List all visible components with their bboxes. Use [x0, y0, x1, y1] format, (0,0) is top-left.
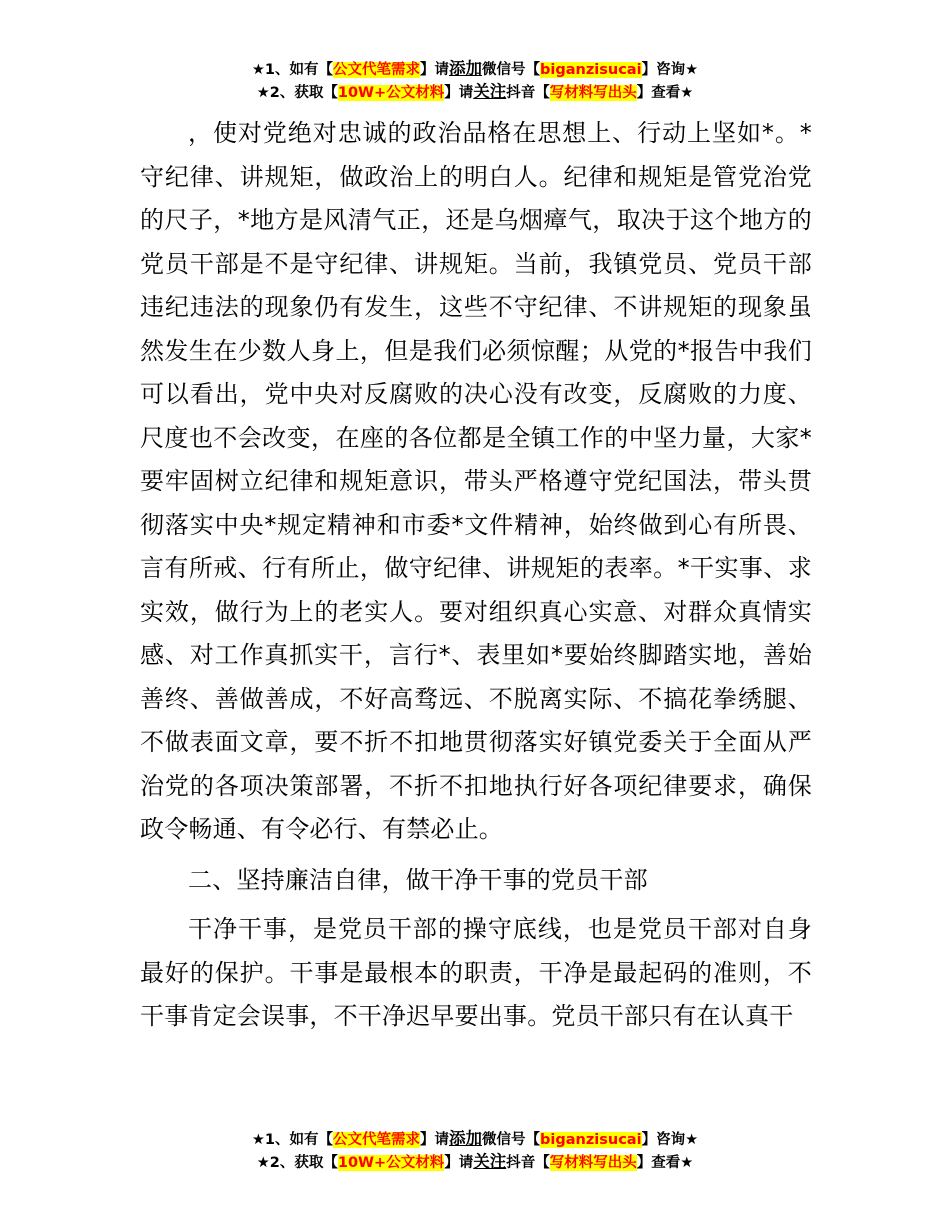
header-line1-text: 】咨询★ — [641, 62, 699, 78]
footer-line1-text: 微信号【 — [482, 1132, 541, 1148]
document-body — [140, 112, 812, 1039]
header-line-2 — [0, 81, 950, 104]
footer-line-1 — [0, 1128, 950, 1151]
header-highlight-materials: 10W+公文材料 — [337, 85, 445, 101]
header-line2-text: 】查看★ — [636, 85, 694, 101]
header-line1-text: ★1、如有【 — [251, 62, 334, 78]
header-line2-text: ★2、获取【 — [256, 85, 338, 101]
header-line1-text: 】请 — [420, 62, 450, 78]
footer-line1-text: 】请 — [420, 1132, 450, 1148]
footer-highlight-materials: 10W+公文材料 — [337, 1155, 445, 1171]
header-highlight-ghostwriting: 公文代笔需求 — [333, 62, 421, 78]
footer-banner — [0, 1128, 950, 1174]
footer-line2-text: 】请 — [444, 1155, 474, 1171]
footer-line1-text: ★1、如有【 — [251, 1132, 334, 1148]
header-banner — [0, 58, 950, 104]
footer-line2-text: 抖音【 — [506, 1155, 550, 1171]
footer-underline-add: 添加 — [449, 1129, 483, 1148]
header-line2-text: 抖音【 — [506, 85, 550, 101]
header-highlight-wechat-id: biganzisucai — [540, 62, 642, 78]
header-line1-text: 微信号【 — [482, 62, 541, 78]
header-line-1 — [0, 58, 950, 81]
footer-highlight-douyin: 写材料写出头 — [549, 1155, 637, 1171]
paragraph-discipline: ，使对党绝对忠诚的政治品格在思想上、行动上坚如*。*守纪律、讲规矩，做政治上的明白人。纪律和规矩是管党治党的尺子，*地方是风清气正，还是乌烟瘴气，取决于这个地方的党员干部是不是守纪律、讲规矩。当前，我镇党员、党员干部违纪违法的现象仍有发生，这些不守纪律、不讲规矩的现象虽然发生在少数人身上，但是我们必须惊醒；从党的*报告中我们可以看出，党中央对反腐败的决心没有改变，反腐败的力度、尺度也不会改变，在座的各位都是全镇工作的中坚力量，大家*要牢固树立纪律和规矩意识，带头严格遵守党纪国法，带头贯彻落实中央*规定精神和市委*文件精神，始终做到心有所畏、言有所戒、行有所止，做守纪律、讲规矩的表率。*干实事、求实效，做行为上的老实人。要对组织真心实意、对群众真情实感、对工作真抓实干，言行*、表里如*要始终脚踏实地，善始善终、善做善成，不好高骛远、不脱离实际、不搞花拳绣腿、不做表面文章，要不折不扣地贯彻落实好镇党委关于全面从严治党的各项决策部署，不折不扣地执行好各项纪律要求，确保政令畅通、有令必行、有禁必止。 — [140, 119, 812, 843]
footer-highlight-wechat-id: biganzisucai — [540, 1132, 642, 1148]
footer-line1-text: 】咨询★ — [641, 1132, 699, 1148]
footer-underline-follow: 关注 — [473, 1152, 507, 1171]
section-heading: 二、坚持廉洁自律，做干净干事的党员干部 — [188, 865, 648, 894]
header-highlight-douyin: 写材料写出头 — [549, 85, 637, 101]
footer-highlight-ghostwriting: 公文代笔需求 — [333, 1132, 421, 1148]
footer-line-2 — [0, 1151, 950, 1174]
header-line2-text: 】请 — [444, 85, 474, 101]
footer-line2-text: ★2、获取【 — [256, 1155, 338, 1171]
header-underline-follow: 关注 — [473, 82, 507, 101]
header-underline-add: 添加 — [449, 59, 483, 78]
footer-line2-text: 】查看★ — [636, 1155, 694, 1171]
paragraph-integrity: 干净干事，是党员干部的操守底线，也是党员干部对自身最好的保护。干事是最根本的职责，干净是最起码的准则，不干事肯定会误事，不干净迟早要出事。党员干部只有在认真干 — [140, 915, 812, 1030]
